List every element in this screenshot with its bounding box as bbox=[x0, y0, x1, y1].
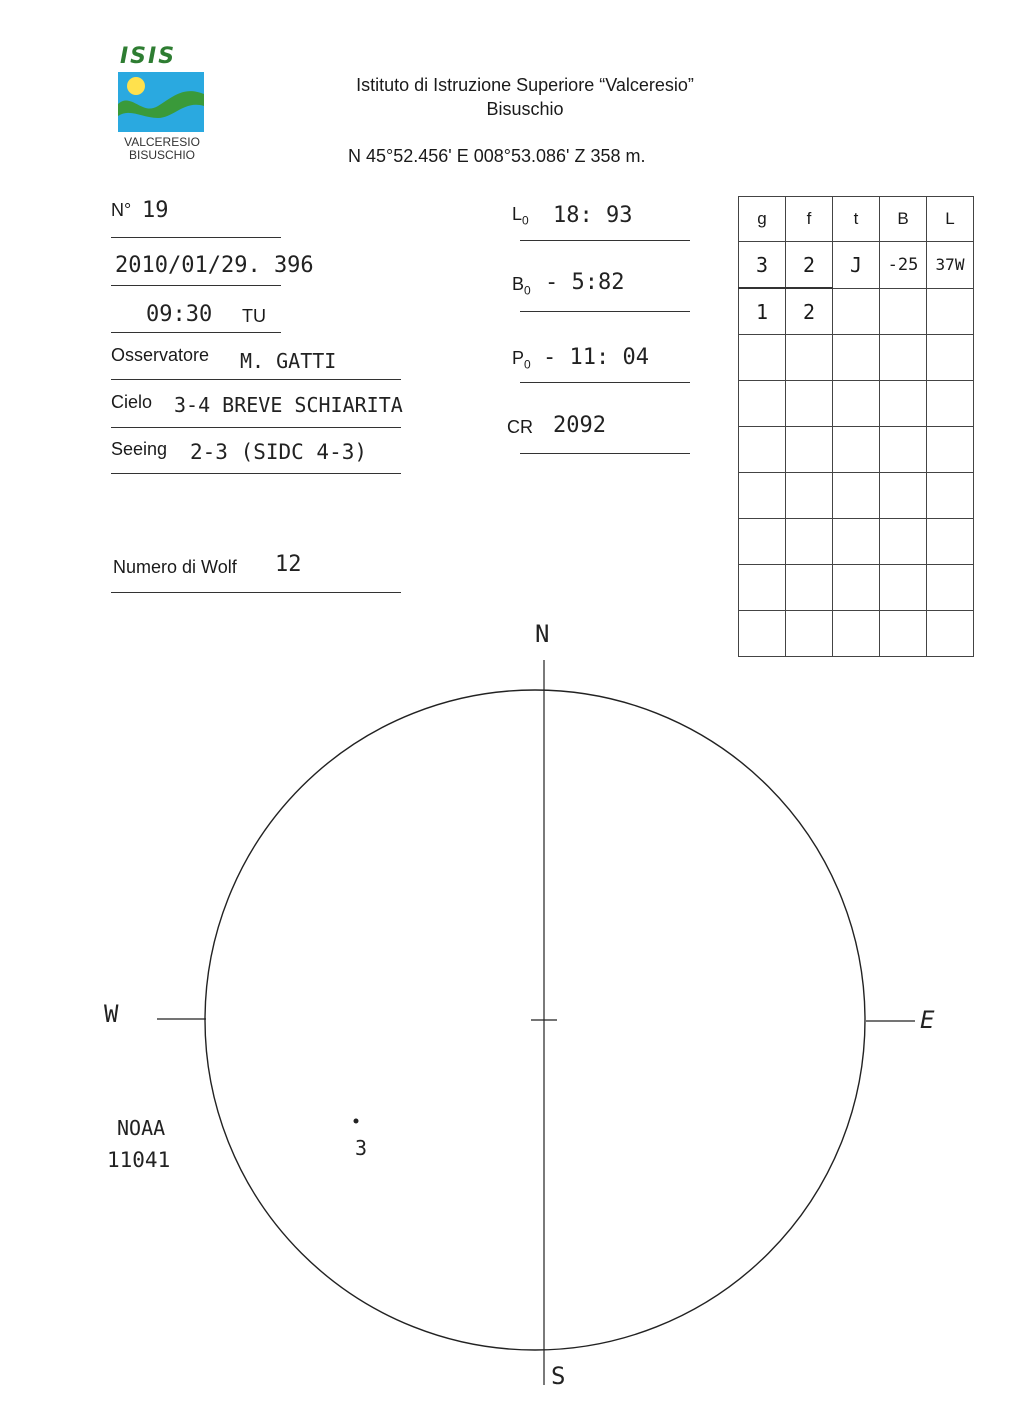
b0-label: $B_0$ bbox=[512, 274, 531, 298]
record-number: 19 bbox=[142, 198, 169, 223]
table-cell: -25 bbox=[880, 242, 927, 289]
seeing-value: 2-3 (SIDC 4-3) bbox=[190, 440, 368, 464]
table-cell: J bbox=[833, 242, 880, 289]
institute-name: Istituto di Istruzione Superiore “Valceresio” bbox=[356, 75, 694, 95]
table-header-cell: L bbox=[927, 197, 974, 242]
table-header-cell: g bbox=[739, 197, 786, 242]
institute-town: Bisuschio bbox=[486, 99, 564, 119]
table-cell: 1 bbox=[739, 288, 786, 335]
sunspot-group-label: 3 bbox=[355, 1136, 368, 1160]
sky-value: 3-4 BREVE SCHIARITA bbox=[174, 393, 403, 417]
site-coordinates: N 45°52.456' E 008°53.086' Z 358 m. bbox=[348, 146, 646, 166]
table-header-cell: f bbox=[786, 197, 833, 242]
logo-school-line-1: VALCERESIO bbox=[124, 135, 200, 149]
table-cell: 2 bbox=[786, 288, 833, 335]
time-unit: TU bbox=[242, 306, 266, 326]
record-date: 2010/01/29. 396 bbox=[115, 253, 314, 278]
p0-label: $P_0$ bbox=[512, 348, 531, 372]
wolf-number: 12 bbox=[275, 552, 302, 577]
east-label: E bbox=[920, 1006, 935, 1034]
logo-school-line-2: BISUSCHIO bbox=[128, 148, 195, 162]
table-cell: 3 bbox=[739, 242, 786, 289]
north-label: N bbox=[535, 620, 550, 648]
noaa-label: NOAA bbox=[117, 1116, 166, 1140]
number-label: N° bbox=[111, 200, 132, 220]
l0-label: $L_0$ bbox=[512, 204, 529, 228]
seeing-label: Seeing bbox=[111, 439, 168, 459]
table-header-cell: t bbox=[833, 197, 880, 242]
record-time: 09:30 bbox=[146, 302, 213, 327]
b0-value: - 5:82 bbox=[545, 270, 625, 295]
sky-label: Cielo bbox=[111, 392, 153, 412]
table-cell: 2 bbox=[786, 242, 833, 289]
south-label: S bbox=[551, 1362, 566, 1390]
observer-name: M. GATTI bbox=[240, 349, 337, 373]
p0-value: - 11: 04 bbox=[543, 345, 649, 370]
observer-label: Osservatore bbox=[111, 345, 210, 365]
cr-value: 2092 bbox=[553, 413, 606, 438]
table-header-cell: B bbox=[880, 197, 927, 242]
wolf-label: Numero di Wolf bbox=[113, 557, 237, 577]
logo-acronym: ISIS bbox=[120, 44, 177, 69]
table-cell: 37W bbox=[927, 242, 974, 289]
west-label: W bbox=[104, 1000, 119, 1028]
cr-label: CR bbox=[507, 417, 533, 437]
l0-value: 18: 93 bbox=[553, 203, 633, 228]
noaa-number: 11041 bbox=[107, 1148, 171, 1172]
sunspot-marker bbox=[354, 1119, 359, 1124]
